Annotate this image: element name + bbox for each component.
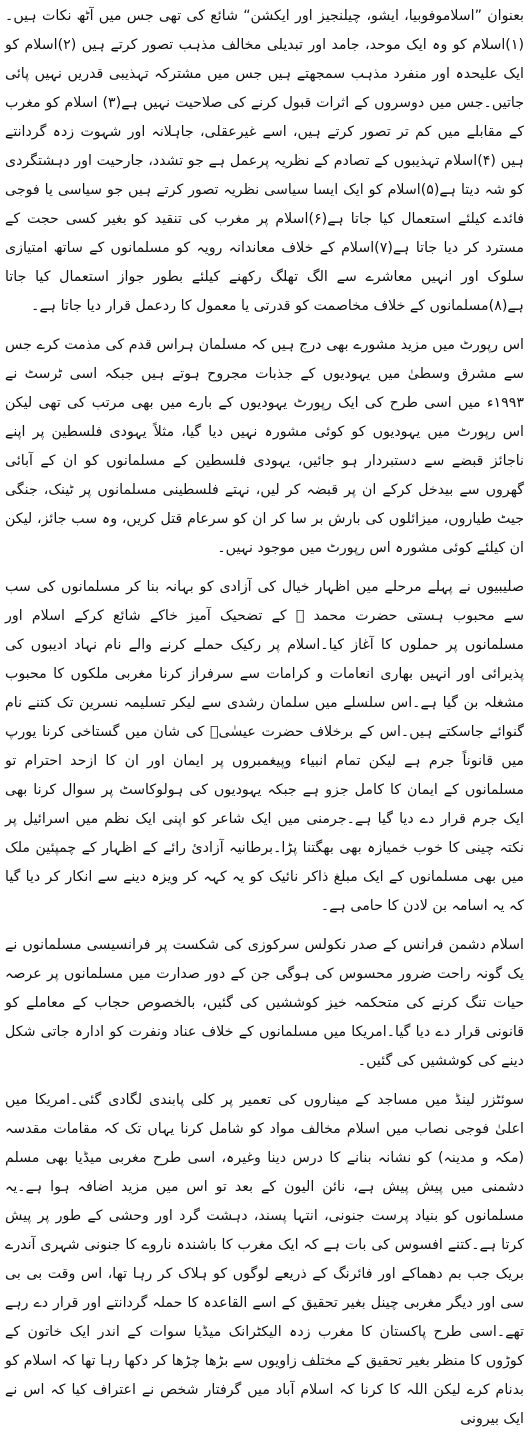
paragraph-france-america: اسلام دشمن فرانس کے صدر نکولس سرکوزی کی شکست پر فرانسیسی مسلمانوں نے یک گونہ راحت ضرور محسوس کی ہوگی جن کے دور صدارت میں مسلمانوں پر عرصہ حیات تنگ کرنے کی متحکمہ خیز کوششیں کی گئیں، بالخصوص حجاب کے معاملے کو قانونی قرار دے دیا گیا۔امریکا میں مسلمانوں کے خلاف عناد ونفرت کو ادارہ جاتی شکل دینے کی کوششیں کی گئیں۔ — [5, 937, 524, 1069]
paragraph-freedom-of-expression: صلیبیوں نے پہلے مرحلے میں اظہار خیال کی آزادی کو بہانہ بنا کر مسلمانوں کی سب سے محبوب ہستی حضرت محمد ﷺ کے تضحیک آمیز خاکے شائع کرکے اسلام اور مسلمانوں پر حملوں کا آغاز کیا۔اسلام پر رکیک حملے کرنے والے نام نہاد ادیبوں کی پذیرائی اور انہیں بھاری انعامات و کرامات سے سرفراز کرنا مغربی ملکوں کا محبوب مشغلہ بن گیا ہے۔اس سلسلے میں سلمان رشدی سے لیکر تسلیمہ نسرین تک کتنے نام گنوائے جاسکتے ہیں۔اس کے برخلاف حضرت عیسٰیؑ کی شان میں گستاخی کرنا یورپ میں قانوناً جرم ہے لیکن تمام انبیاء وپیغمبروں پر ایمان اور ان کا ازحد احترام تو مسلمانوں کے ایمان کا کامل جزو ہے جبکہ یہودیوں کی ہولوکاسٹ پر سوال کرنا بھی ایک جرم قرار دے دیا گیا ہے۔جرمنی میں ایک شاعر کو اپنی ایک نظم میں اسرائیل پر نکتہ چینی کا خوب خمیازہ بھی بھگتنا پڑا۔برطانیہ آزادئ رائے کے اظہار کے چمپئین ملک میں بھی مسلمانوں کے ایک مبلغ ذاکر نائیک کو یہ کہہ کر ویزہ دینے سے انکار کر دیا گیا کہ یہ اسامہ بن لادن کا حامی ہے۔ — [5, 579, 524, 914]
paragraph-islamophobia-points: بعنوان ”اسلاموفوبیا، ایشو، چیلنجیز اور ایکشن“ شائع کی تھی جس میں آٹھ نکات ہیں۔(۱)اسلام کو وہ ایک موحد، جامد اور تبدیلی مخالف مذہب تصور کرتے ہیں (۲)اسلام کو ایک علیحدہ اور منفرد مذہب سمجھتے ہیں جس میں مشترکہ تہذیبی قدریں نہیں پائی جاتیں۔جس میں دوسروں کے اثرات قبول کرنے کی صلاحیت نہیں ہے(۳) اسلام کو مغرب کے مقابلے میں کم تر تصور کرتے ہیں، اسے غیرعقلی، جاہلانہ اور شہوت زدہ گردانتے ہیں (۴)اسلام تہذیبوں کے تصادم کے نظریہ پرعمل ہے جو تشدد، جارحیت اور دہشتگردی کو شہ دیتا ہے(۵)اسلام کو ایک ایسا سیاسی نظریہ تصور کرتے ہیں جو سیاسی یا فوجی فائدے کیلئے استعمال کیا جاتا ہے(۶)اسلام پر مغرب کی تنقید کو بغیر کسی حجت کے مسترد کر دیا جاتا ہے(۷)اسلام کے خلاف معاندانہ رویہ کو مسلمانوں کے ساتھ امتیازی سلوک اور انہیں معاشرے سے الگ تھلگ رکھنے کیلئے بطور جواز استعمال کیا جاتا ہے(۸)مسلمانوں کے خلاف مخاصمت کو قدرتی یا معمول کا ردعمل قرار دیا جاتا ہے۔ — [5, 8, 525, 314]
paragraph-report-advice: اس رپورٹ میں مزید مشورے بھی درج ہیں کہ مسلمان ہراس قدم کی مذمت کرے جس سے مشرق وسطیٰ میں یہودیوں کے جذبات مجروح ہوتے ہیں جبکہ اسی ٹرسٹ نے ۱۹۹۳ء میں اسی طرح کی ایک رپورٹ یہودیوں کے بارے میں بھی مرتب کی تھی لیکن اس رپورٹ میں یہودیوں کو کوئی مشورہ نہیں دیا گیا، مثلاً یہودی فلسطین پر اپنے ناجائز قبضے سے دستبردار ہو جائیں، یہودی فلسطین کے مسلمانوں کو ان کے آبائی گھروں سے بیدخل کرکے ان پر قبضہ کر لیں، نہتے فلسطینی مسلمانوں پر ٹینک، جنگی جیٹ طیاروں، میزائلوں کی بارش بر سا کر ان کو سرعام قتل کریں، وہ سب جائز، لیکن ان کیلئے کوئی مشورہ اس رپورٹ میں موجود نہیں۔ — [5, 337, 524, 556]
paragraph-switzerland-media: سوئٹزر لینڈ میں مساجد کے میناروں کی تعمیر پر کلی پابندی لگادی گئی۔امریکا میں اعلیٰ فوجی نصاب میں اسلام مخالف مواد کو شامل کرنا یہاں تک کہ مقامات مقدسہ (مکہ و مدینہ) کو نشانہ بنانے کا درس دینا وغیرہ، اسی طرح مغربی میڈیا بھی مسلم دشمنی میں پیش پیش ہے، نائن الیون کے بعد تو اس میں مزید اضافہ ہوا ہے۔یہ مسلمانوں کو بنیاد پرست جنونی، انتہا پسند، دہشت گرد اور وحشی کے طور پر پیش کرتا ہے۔کتنے افسوس کی بات ہے کہ ایک مغرب کا باشندہ ناروے کا جنونی شہری آندرے بریک جب بم دھماکے اور فائرنگ کے ذریعے لوگوں کو ہلاک کر رہا تھا، اس وقت بی بی سی اور دیگر مغربی چینل بغیر تحقیق کے اسے القاعدہ کا حملہ گردانتے اور قرار دے رہے تھے۔اسی طرح پاکستان کا مغرب زدہ الیکٹرانک میڈیا سوات کے اندر ایک خاتون کے کوڑوں کا منظر بغیر تحقیق کے مختلف زاویوں سے بڑھا چڑھا کر دکھا رہا تھا کہ اسلام کو بدنام کرے لیکن اللہ کا کرنا کہ اسلام آباد میں گرفتار شخص نے اعتراف کیا کہ اس نے ایک بیرونی — [5, 1092, 524, 1427]
